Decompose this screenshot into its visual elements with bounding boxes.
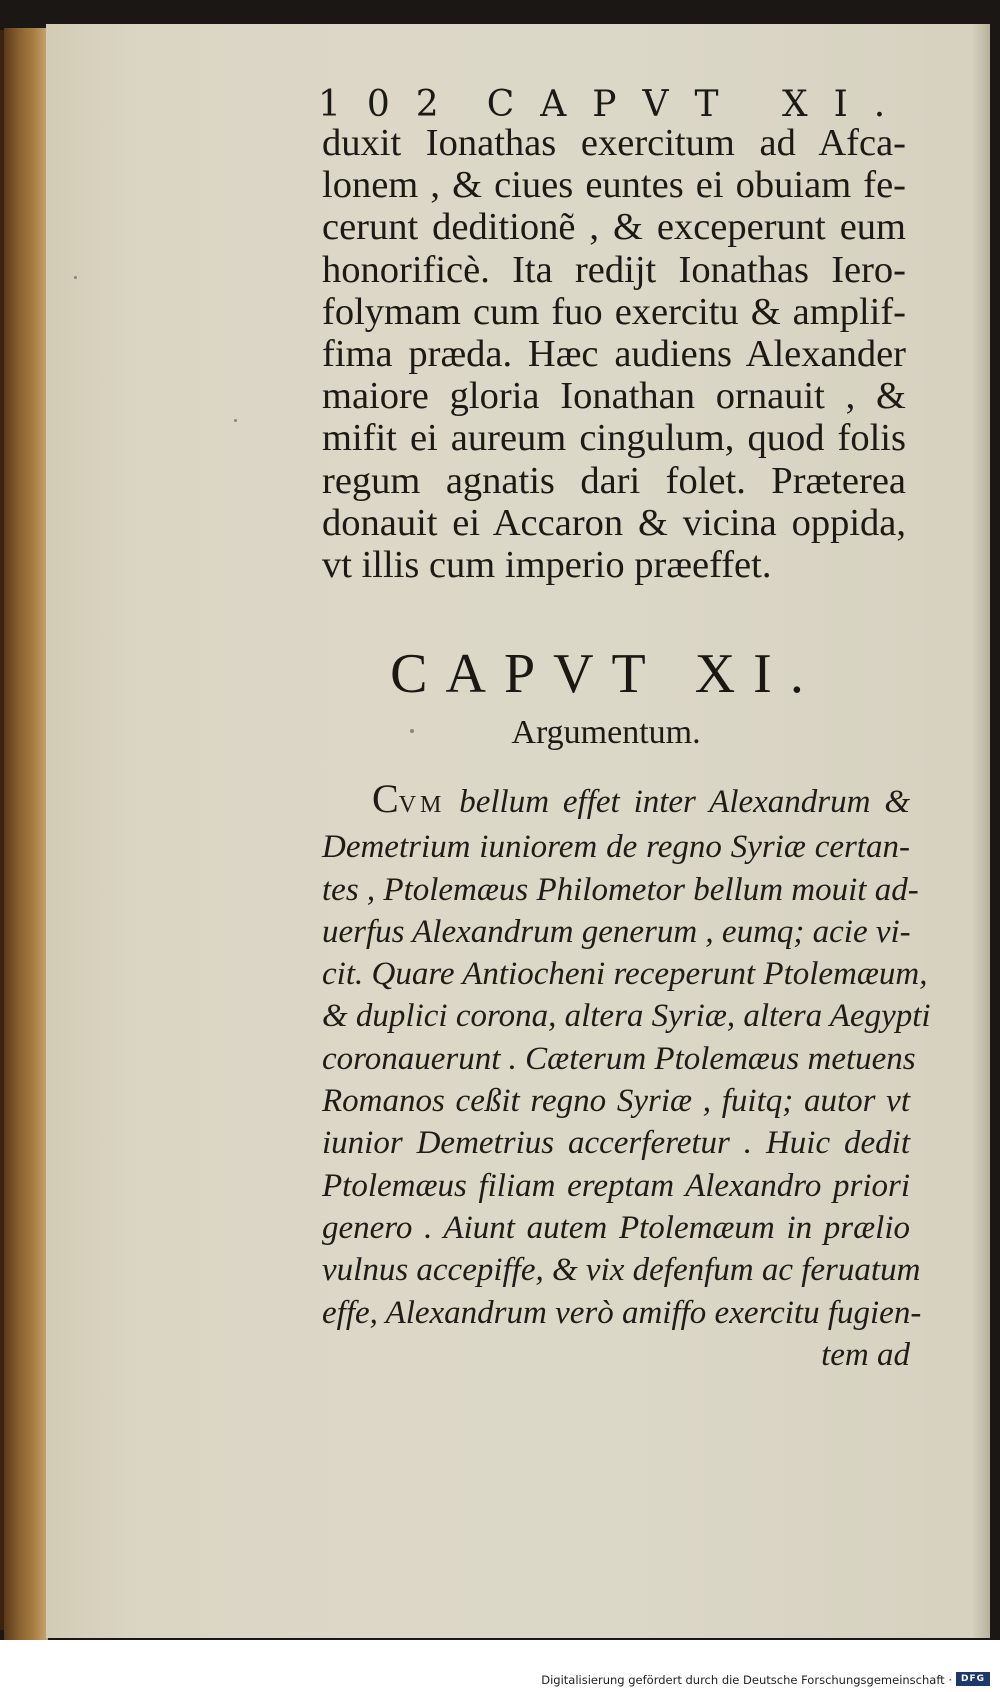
- argument-line: coronauerunt . Cæterum Ptolemæus metuens: [322, 1040, 916, 1077]
- argument-line: effe, Alexandrum verò amiffo exercitu fugien-: [322, 1294, 922, 1331]
- argument-line: Romanos ceßit regno Syriæ , fuitq; autor vt: [322, 1083, 910, 1120]
- body-line: regum agnatis dari folet. Præterea: [322, 459, 906, 502]
- paper-speck: [234, 419, 237, 422]
- body-line: donauit ei Accaron & vicina oppida,: [322, 501, 906, 544]
- argument-line-text: bellum effet inter Alexandrum &: [445, 784, 910, 820]
- body-line: vt illis cum imperio præeffet.: [322, 544, 772, 587]
- body-line: cerunt deditionẽ , & exceperunt eum: [322, 206, 906, 249]
- body-line: maiore gloria Ionathan ornauit , &: [322, 375, 906, 418]
- paper-speck: [74, 276, 77, 279]
- argument-line: & duplici corona, altera Syriæ, altera Aegypti: [322, 998, 931, 1035]
- argument-line: vulnus accepiffe, & vix defenfum ac feruatum: [322, 1252, 921, 1289]
- body-line: lonem , & ciues euntes ei obuiam fe-: [322, 164, 906, 207]
- catchword: tem ad: [821, 1336, 910, 1373]
- body-line: duxit Ionathas exercitum ad Afca-: [322, 122, 906, 164]
- argument-line: cit. Quare Antiocheni receperunt Ptolemæum,: [322, 956, 928, 993]
- dfg-logo: DFG: [956, 1672, 990, 1686]
- argument-line: tes , Ptolemæus Philometor bellum mouit ad-: [322, 871, 919, 908]
- book-edge: [4, 28, 48, 1640]
- body-line: folymam cum fuo exercitu & amplif-: [322, 290, 906, 333]
- paper-speck: [410, 729, 414, 733]
- initial-letter: C: [372, 776, 399, 821]
- book-page: [46, 24, 990, 1638]
- footer-credit: Digitalisierung gefördert durch die Deutsche Forschungsgemeinschaft ·: [541, 1673, 952, 1687]
- running-head: CAPVT XI.: [486, 84, 912, 125]
- argument-text: [322, 776, 931, 1376]
- argument-line: genero . Aiunt autem Ptolemæum in prælio: [322, 1209, 910, 1246]
- argument-heading: Argumentum.: [511, 714, 701, 751]
- body-text: [322, 122, 906, 586]
- argument-line: Demetrium iuniorem de regno Syriæ certan-: [322, 829, 910, 866]
- argument-line: iunior Demetrius accerferetur . Huic dedit: [322, 1125, 910, 1162]
- argument-line: Ptolemæus filiam ereptam Alexandro priori: [322, 1167, 910, 1204]
- body-line: fima præda. Hæc audiens Alexander: [322, 333, 906, 376]
- body-line: honorificè. Ita redijt Ionathas Iero-: [322, 248, 906, 291]
- initial-smallcaps: VM: [398, 792, 446, 818]
- body-line: mifit ei aureum cingulum, quod folis: [322, 417, 906, 460]
- chapter-title: CAPVT XI.: [390, 643, 822, 705]
- argument-first-line: [322, 778, 910, 826]
- page-number: 102: [318, 84, 465, 125]
- running-header: [318, 84, 912, 125]
- argument-line: uerfus Alexandrum generum , eumq; acie vi-: [322, 913, 911, 950]
